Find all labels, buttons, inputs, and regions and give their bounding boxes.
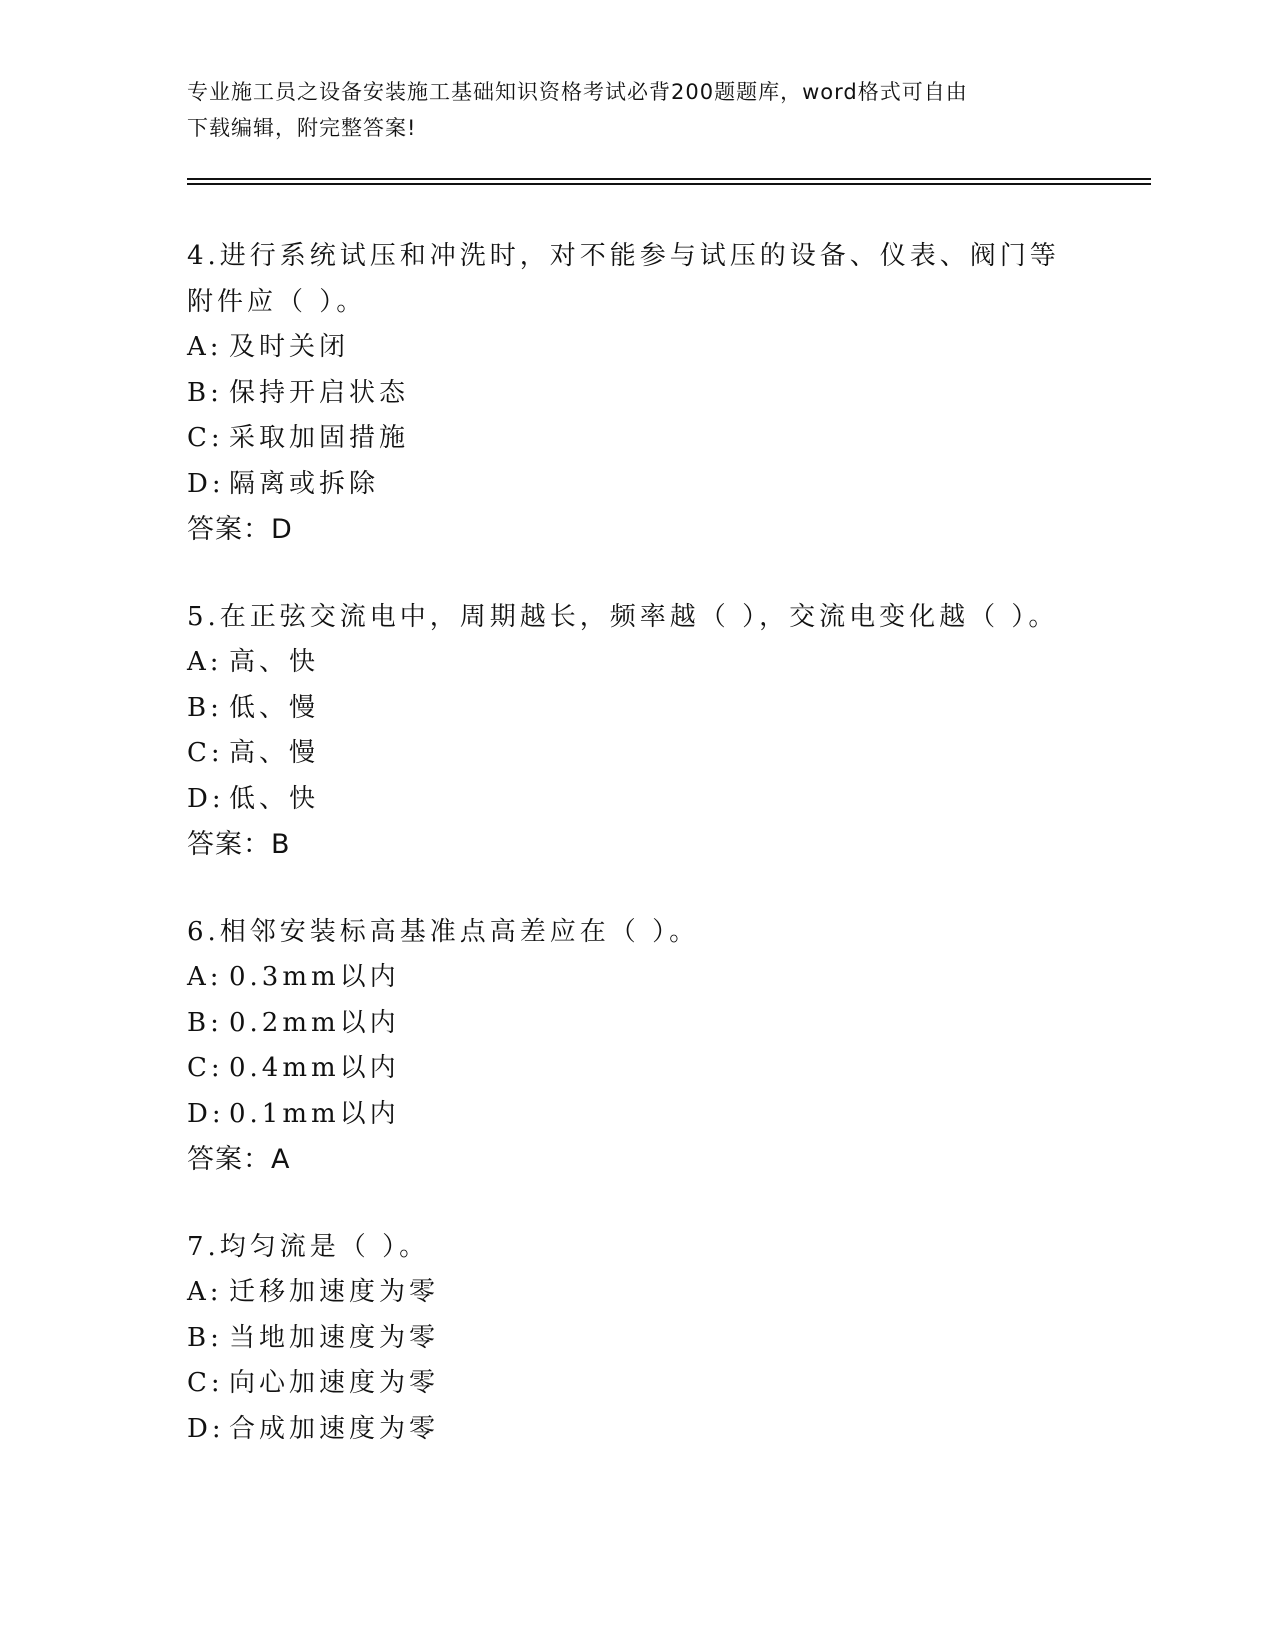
- option-b: [187, 1001, 1067, 1047]
- option-text: 迁移加速度为零: [229, 1277, 440, 1307]
- header-divider-bottom: [187, 183, 1151, 185]
- question-stem: 4.进行系统试压和冲洗时，对不能参与试压的设备、仪表、阀门等附件应（ ）。: [187, 241, 1060, 317]
- option-c: [187, 1361, 1067, 1407]
- option-letter: A:: [187, 1277, 223, 1307]
- option-d: [187, 1092, 1067, 1138]
- option-text: 低、快: [229, 783, 320, 814]
- option-letter: D:: [187, 468, 225, 499]
- option-c: [187, 416, 1067, 462]
- option-d: [187, 1407, 1067, 1453]
- option-letter: A:: [187, 647, 223, 677]
- option-text: 低、慢: [229, 692, 320, 723]
- answer-value: A: [271, 1144, 291, 1175]
- header-divider-top: [187, 178, 1151, 180]
- option-letter: B:: [187, 692, 223, 723]
- question-stem: 7.均匀流是（ ）。: [187, 1231, 430, 1262]
- option-b: [187, 686, 1067, 732]
- question-4: [187, 234, 1087, 553]
- question-7: [187, 1225, 1087, 1453]
- option-a: [187, 640, 1067, 686]
- option-letter: B:: [187, 377, 223, 408]
- option-d: [187, 462, 1067, 508]
- option-text: 高、快: [229, 647, 320, 677]
- question-stem: 5.在正弦交流电中，周期越长，频率越（ ），交流电变化越（ ）。: [187, 601, 1059, 632]
- option-letter: C:: [187, 1053, 224, 1083]
- option-text: 合成加速度为零: [229, 1413, 440, 1444]
- question-list: [187, 234, 1087, 1494]
- option-text: 当地加速度为零: [229, 1322, 440, 1353]
- option-text: 采取加固措施: [229, 423, 410, 453]
- option-letter: D:: [187, 783, 225, 814]
- option-a: [187, 1270, 1067, 1316]
- option-d: [187, 777, 1067, 823]
- option-letter: C:: [187, 423, 224, 453]
- option-a: [187, 955, 1067, 1001]
- option-text: 0.2mm以内: [229, 1007, 400, 1038]
- question-6: [187, 910, 1087, 1183]
- option-a: [187, 325, 1067, 371]
- answer-label: 答案：: [187, 514, 271, 545]
- answer-line: [187, 1137, 1087, 1183]
- option-c: [187, 731, 1067, 777]
- question-5: [187, 595, 1087, 868]
- question-stem: 6.相邻安装标高基准点高差应在（ ）。: [187, 916, 700, 947]
- option-b: [187, 371, 1067, 417]
- option-letter: A:: [187, 332, 223, 362]
- option-letter: A:: [187, 962, 223, 992]
- document-header: [187, 74, 1067, 146]
- option-text: 0.4mm以内: [229, 1053, 400, 1083]
- option-c: [187, 1046, 1067, 1092]
- option-text: 隔离或拆除: [229, 468, 380, 499]
- header-line-2: 下载编辑，附完整答案!: [187, 116, 417, 140]
- answer-line: [187, 822, 1087, 868]
- option-letter: D:: [187, 1413, 225, 1444]
- option-b: [187, 1316, 1067, 1362]
- option-text: 0.1mm以内: [229, 1098, 400, 1129]
- answer-value: B: [271, 829, 291, 860]
- option-letter: B:: [187, 1322, 223, 1353]
- answer-value: D: [271, 514, 293, 545]
- option-text: 及时关闭: [229, 332, 350, 362]
- answer-line: [187, 507, 1087, 553]
- header-line-1: 专业施工员之设备安装施工基础知识资格考试必背200题题库，word格式可自由: [187, 80, 968, 104]
- option-letter: C:: [187, 738, 224, 768]
- option-letter: B:: [187, 1007, 223, 1038]
- option-letter: C:: [187, 1368, 224, 1398]
- answer-label: 答案：: [187, 829, 271, 860]
- answer-label: 答案：: [187, 1144, 271, 1175]
- option-text: 保持开启状态: [229, 377, 410, 408]
- option-text: 0.3mm以内: [229, 962, 400, 992]
- option-text: 向心加速度为零: [229, 1368, 440, 1398]
- option-letter: D:: [187, 1098, 225, 1129]
- option-text: 高、慢: [229, 738, 320, 768]
